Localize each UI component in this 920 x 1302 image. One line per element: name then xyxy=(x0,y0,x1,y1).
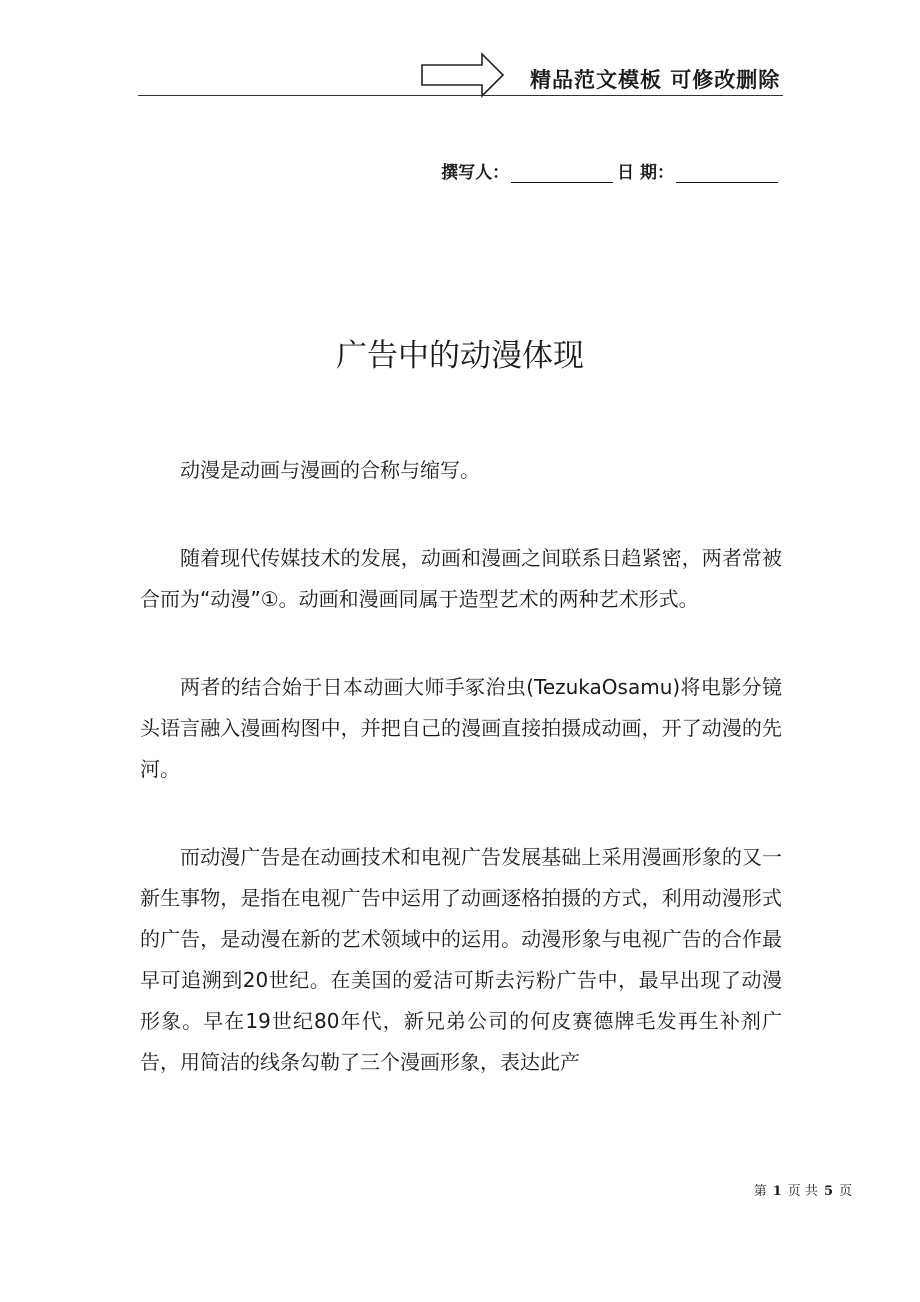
page-suffix: 页 xyxy=(838,1184,852,1199)
paragraph-1: 动漫是动画与漫画的合称与缩写。 xyxy=(180,458,480,482)
author-blank[interactable] xyxy=(511,162,613,183)
paragraph-2: 随着现代传媒技术的发展，动画和漫画之间联系日趋紧密，两者常被合而为“动漫”①。动画和漫画同属于造型艺术的两种艺术形式。 xyxy=(140,546,782,611)
paragraph-3: 两者的结合始于日本动画大师手冢治虫(TezukaOsamu)将电影分镜头语言融入漫画构图中，并把自己的漫画直接拍摄成动画，开了动漫的先河。 xyxy=(140,675,782,781)
header-banner: 精品范文模板 可修改删除 xyxy=(530,68,781,92)
document-body xyxy=(140,450,782,1083)
right-arrow-icon xyxy=(420,52,505,98)
total-pages-number: 5 xyxy=(823,1184,833,1199)
document-title: 广告中的动漫体现 xyxy=(336,338,584,374)
current-page-number: 1 xyxy=(772,1184,782,1199)
page-mid: 页 共 xyxy=(787,1184,818,1199)
date-blank[interactable] xyxy=(676,162,778,183)
header-divider xyxy=(138,95,783,96)
author-label: 撰写人： xyxy=(441,163,510,183)
page-prefix: 第 xyxy=(753,1184,767,1199)
page-footer xyxy=(754,1180,852,1199)
author-date-row xyxy=(441,158,782,183)
date-label: 日 期： xyxy=(617,163,674,183)
paragraph-4: 而动漫广告是在动画技术和电视广告发展基础上采用漫画形象的又一新生事物，是指在电视广告中运用了动画逐格拍摄的方式，利用动漫形式的广告，是动漫在新的艺术领域中的运用。动漫形象与电视广告的合作最早可追溯到20世纪。在美国的爱洁可斯去污粉广告中，最早出现了动漫形象。早在19世纪80年代，新兄弟公司的何皮赛德牌毛发再生补剂广告，用简洁的线条勾勒了三个漫画形象，表达此产 xyxy=(140,845,782,1074)
